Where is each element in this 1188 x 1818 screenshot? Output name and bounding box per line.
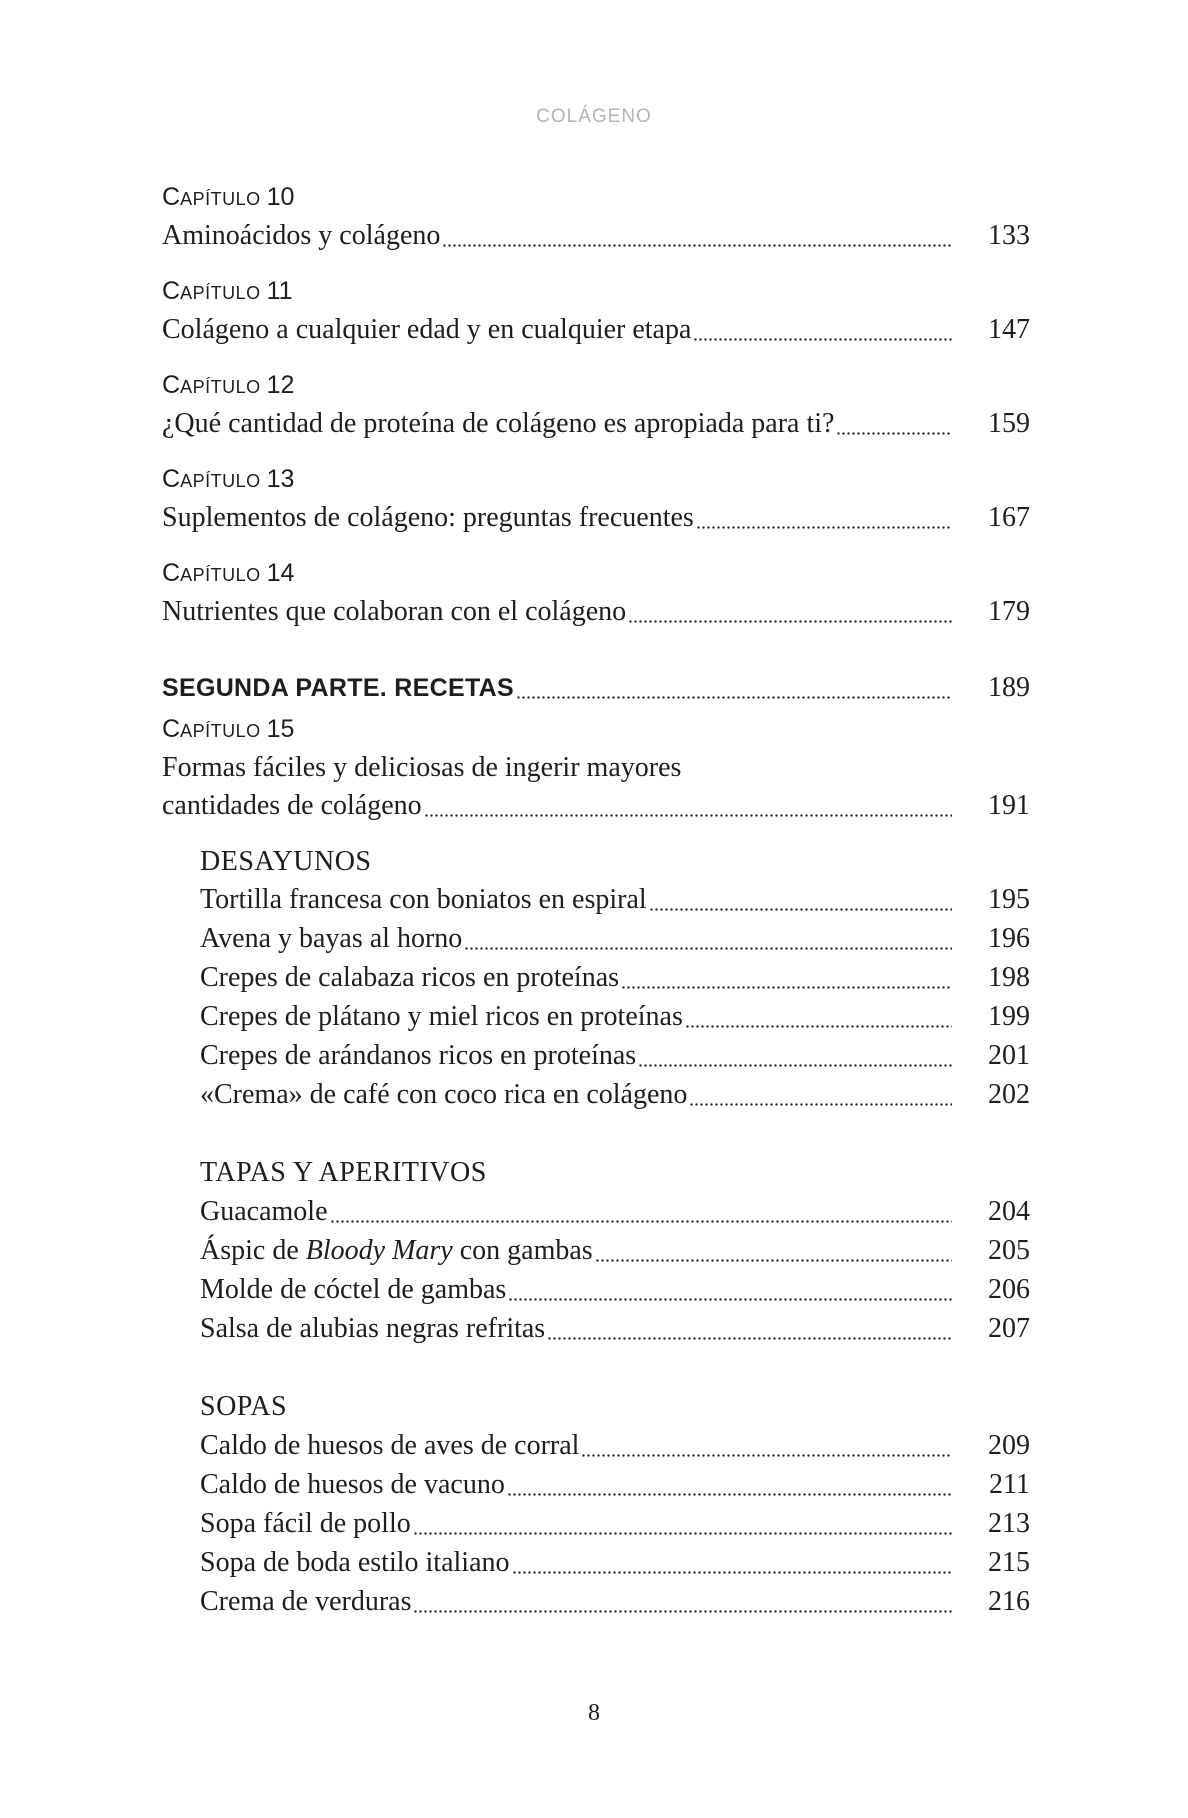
dot-leader bbox=[693, 338, 952, 341]
chapter-label-smallcaps: APÍTULO bbox=[180, 565, 261, 585]
dot-leader bbox=[685, 1025, 952, 1028]
toc-entry-title: Suplementos de colágeno: preguntas frecuentes bbox=[162, 502, 694, 533]
toc-page-number: 202 bbox=[988, 1079, 1030, 1110]
toc-entry-title: Avena y bayas al horno bbox=[200, 923, 463, 954]
toc-page-number: 211 bbox=[989, 1469, 1030, 1500]
chapter-label-13 bbox=[162, 462, 294, 496]
title-part: con gambas bbox=[452, 1235, 593, 1266]
chapter-15-title-line-1: Formas fáciles y deliciosas de ingerir mayores bbox=[162, 752, 682, 783]
chapter-label-smallcaps: APÍTULO bbox=[180, 471, 261, 491]
toc-entry-chapter-10[interactable] bbox=[162, 216, 1030, 256]
toc-entry-recipe[interactable] bbox=[200, 1465, 1030, 1505]
dot-leader bbox=[508, 1298, 952, 1301]
dot-leader bbox=[628, 620, 952, 623]
toc-entry-title: Sopa de boda estilo italiano bbox=[200, 1547, 510, 1578]
toc-entry-title: Crepes de plátano y miel ricos en proteínas bbox=[200, 1001, 683, 1032]
dot-leader bbox=[836, 432, 952, 435]
dot-leader bbox=[696, 526, 952, 529]
toc-entry-recipe[interactable] bbox=[200, 1309, 1030, 1349]
toc-page-number: 204 bbox=[988, 1196, 1030, 1227]
toc-page-number: 195 bbox=[988, 884, 1030, 915]
toc-page-number: 215 bbox=[988, 1547, 1030, 1578]
dot-leader bbox=[689, 1103, 952, 1106]
toc-entry-title: Crema de verduras bbox=[200, 1586, 412, 1617]
dot-leader bbox=[649, 908, 952, 911]
toc-page-number: 205 bbox=[988, 1235, 1030, 1266]
dot-leader bbox=[413, 1532, 952, 1535]
toc-entry-part-two[interactable] bbox=[162, 668, 1030, 708]
toc-entry-recipe[interactable] bbox=[200, 1504, 1030, 1544]
toc-entry-chapter-12[interactable] bbox=[162, 404, 1030, 444]
toc-entry-chapter-15[interactable] bbox=[162, 786, 1030, 826]
toc-entry-recipe[interactable] bbox=[200, 1543, 1030, 1583]
toc-page-number: 209 bbox=[988, 1430, 1030, 1461]
toc-entry-title: «Crema» de café con coco rica en colágeno bbox=[200, 1079, 688, 1110]
toc-page-number: 167 bbox=[988, 502, 1030, 533]
toc-entry-recipe[interactable] bbox=[200, 1270, 1030, 1310]
toc-page-number: 196 bbox=[988, 923, 1030, 954]
dot-leader bbox=[424, 814, 952, 817]
toc-entry-recipe[interactable] bbox=[200, 1231, 1030, 1271]
toc-page-number: 198 bbox=[988, 962, 1030, 993]
title-italic-part: Bloody Mary bbox=[305, 1235, 453, 1266]
dot-leader bbox=[547, 1337, 952, 1340]
dot-leader bbox=[512, 1571, 953, 1574]
dot-leader bbox=[516, 696, 952, 699]
dot-leader bbox=[442, 244, 952, 247]
toc-entry-title bbox=[200, 1231, 595, 1271]
dot-leader bbox=[638, 1064, 952, 1067]
chapter-number: 10 bbox=[266, 183, 295, 211]
dot-leader bbox=[507, 1493, 952, 1496]
part-title: SEGUNDA PARTE. RECETAS bbox=[162, 674, 514, 702]
toc-page-number: 213 bbox=[988, 1508, 1030, 1539]
toc-entry-title: Guacamole bbox=[200, 1196, 328, 1227]
chapter-label-smallcaps: APÍTULO bbox=[180, 283, 261, 303]
toc-page-number: 133 bbox=[988, 220, 1030, 251]
toc-page-number: 159 bbox=[988, 408, 1030, 439]
dot-leader bbox=[464, 947, 952, 950]
toc-page-number: 206 bbox=[988, 1274, 1030, 1305]
toc-entry-title: Caldo de huesos de aves de corral bbox=[200, 1430, 580, 1461]
toc-page-number: 199 bbox=[988, 1001, 1030, 1032]
dot-leader bbox=[413, 1610, 952, 1613]
toc-entry-chapter-14[interactable] bbox=[162, 592, 1030, 632]
chapter-number: 11 bbox=[266, 277, 293, 305]
dot-leader bbox=[581, 1454, 952, 1457]
toc-entry-title: Nutrientes que colaboran con el colágeno bbox=[162, 596, 627, 627]
toc-entry-recipe[interactable] bbox=[200, 1582, 1030, 1622]
toc-page-number: 189 bbox=[988, 672, 1030, 703]
chapter-label-smallcaps: APÍTULO bbox=[180, 721, 261, 741]
toc-entry-title: Salsa de alubias negras refritas bbox=[200, 1313, 546, 1344]
toc-entry-recipe[interactable] bbox=[200, 1192, 1030, 1232]
toc-entry-title: Colágeno a cualquier edad y en cualquier etapa bbox=[162, 314, 692, 345]
chapter-label-cap: C bbox=[162, 465, 181, 493]
toc-entry-recipe[interactable] bbox=[200, 1426, 1030, 1466]
toc-entry-title: Tortilla francesa con boniatos en espiral bbox=[200, 884, 647, 915]
toc-entry-recipe[interactable] bbox=[200, 1075, 1030, 1115]
chapter-label-smallcaps: APÍTULO bbox=[180, 377, 261, 397]
toc-entry-chapter-11[interactable] bbox=[162, 310, 1030, 350]
toc-page-number: 216 bbox=[988, 1586, 1030, 1617]
chapter-label-15 bbox=[162, 712, 294, 746]
toc-page-number: 147 bbox=[988, 314, 1030, 345]
toc-entry-recipe[interactable] bbox=[200, 1036, 1030, 1076]
chapter-label-cap: C bbox=[162, 715, 181, 743]
chapter-number: 12 bbox=[266, 371, 295, 399]
toc-entry-title: Crepes de calabaza ricos en proteínas bbox=[200, 962, 620, 993]
toc-entry-recipe[interactable] bbox=[200, 997, 1030, 1037]
toc-page-number: 179 bbox=[988, 596, 1030, 627]
toc-entry-title: Molde de cóctel de gambas bbox=[200, 1274, 507, 1305]
toc-entry-recipe[interactable] bbox=[200, 880, 1030, 920]
chapter-label-cap: C bbox=[162, 277, 181, 305]
toc-entry-title: Sopa fácil de pollo bbox=[200, 1508, 411, 1539]
chapter-number: 15 bbox=[266, 715, 295, 743]
dot-leader bbox=[595, 1259, 952, 1262]
running-head: COLÁGENO bbox=[536, 106, 652, 127]
chapter-label-11 bbox=[162, 274, 293, 308]
toc-entry-chapter-13[interactable] bbox=[162, 498, 1030, 538]
chapter-label-cap: C bbox=[162, 559, 181, 587]
chapter-number: 13 bbox=[266, 465, 295, 493]
toc-entry-title: Crepes de arándanos ricos en proteínas bbox=[200, 1040, 637, 1071]
chapter-label-12 bbox=[162, 368, 294, 402]
toc-page-number: 201 bbox=[988, 1040, 1030, 1071]
chapter-label-cap: C bbox=[162, 371, 181, 399]
title-part: Áspic de bbox=[200, 1235, 306, 1266]
toc-entry-recipe[interactable] bbox=[200, 958, 1030, 998]
section-heading-sopas: SOPAS bbox=[200, 1391, 288, 1422]
toc-entry-title: ¿Qué cantidad de proteína de colágeno es apropiada para ti? bbox=[162, 408, 835, 439]
chapter-label-smallcaps: APÍTULO bbox=[180, 189, 261, 209]
section-heading-tapas: TAPAS Y APERITIVOS bbox=[200, 1157, 487, 1188]
toc-entry-recipe[interactable] bbox=[200, 919, 1030, 959]
chapter-label-14 bbox=[162, 556, 294, 590]
chapter-number: 14 bbox=[266, 559, 295, 587]
toc-entry-title: Caldo de huesos de vacuno bbox=[200, 1469, 505, 1500]
dot-leader bbox=[621, 986, 952, 989]
toc-page-number: 207 bbox=[988, 1313, 1030, 1344]
toc-entry-title: Aminoácidos y colágeno bbox=[162, 220, 441, 251]
chapter-label-cap: C bbox=[162, 183, 181, 211]
toc-page-number: 191 bbox=[988, 790, 1030, 821]
dot-leader bbox=[330, 1220, 953, 1223]
page-number: 8 bbox=[588, 1700, 600, 1726]
toc-entry-title: cantidades de colágeno bbox=[162, 790, 422, 821]
chapter-label-10 bbox=[162, 180, 294, 214]
section-heading-desayunos: DESAYUNOS bbox=[200, 846, 372, 877]
